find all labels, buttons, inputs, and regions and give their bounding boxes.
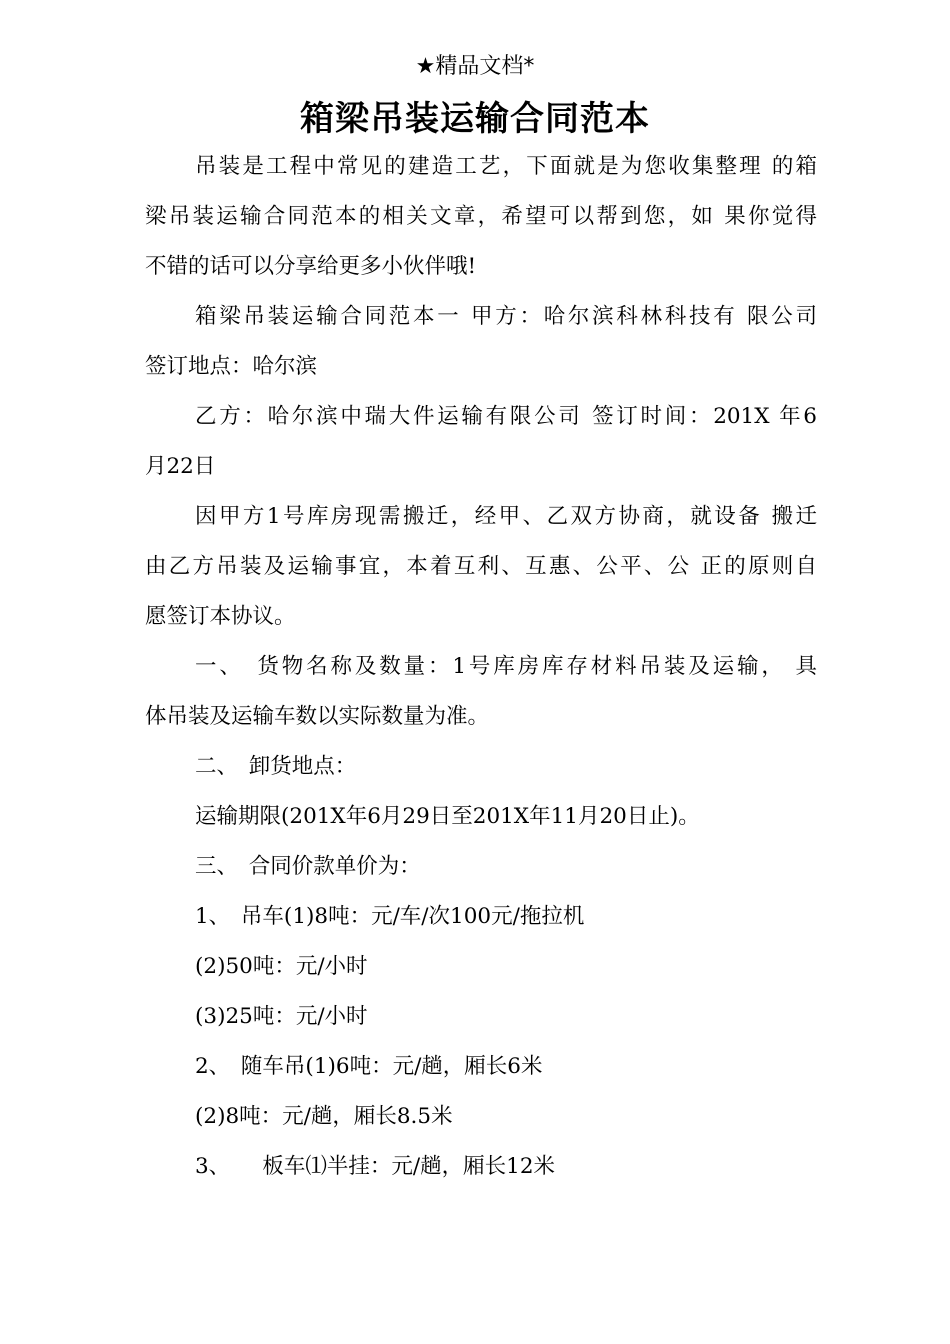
paragraph-line: 因甲方1号库房现需搬迁，经甲、乙双方协商，就设备 搬迁 xyxy=(195,504,817,529)
paragraph-line: 月22日 xyxy=(145,454,216,479)
paragraph-line: 愿签订本协议。 xyxy=(145,604,296,629)
paragraph-line: 运输期限(201X年6月29日至201X年11月20日止)。 xyxy=(195,804,700,829)
paragraph-line: 一、 货物名称及数量：1号库房库存材料吊装及运输， 具 xyxy=(195,654,817,679)
paragraph-line: 由乙方吊装及运输事宜，本着互利、互惠、公平、公 正的原则自 xyxy=(145,554,817,579)
paragraph-line: 吊装是工程中常见的建造工艺，下面就是为您收集整理 的箱 xyxy=(195,154,817,179)
paragraph-line: 2、 随车吊(1)6吨：元/趟，厢长6米 xyxy=(195,1054,543,1079)
header-mark: ★精品文档* xyxy=(415,54,535,79)
document-title: 箱梁吊装运输合同范本 xyxy=(300,99,650,139)
paragraph-line: (3)25吨：元/小时 xyxy=(195,1004,368,1029)
paragraph-line: 箱梁吊装运输合同范本一 甲方：哈尔滨科林科技有 限公司 xyxy=(195,304,817,329)
paragraph-line: 1、 吊车(1)8吨：元/车/次100元/拖拉机 xyxy=(195,904,585,929)
paragraph-line: 二、 卸货地点： xyxy=(195,754,357,779)
paragraph-line: 三、 合同价款单价为： xyxy=(195,854,421,879)
paragraph-line: 体吊装及运输车数以实际数量为准。 xyxy=(145,704,490,729)
paragraph-line: 3、 板车⑴半挂：元/趟，厢长12米 xyxy=(195,1154,556,1179)
paragraph-line: 签订地点：哈尔滨 xyxy=(145,354,318,379)
paragraph-line: 不错的话可以分享给更多小伙伴哦! xyxy=(145,254,477,279)
paragraph-line: (2)8吨：元/趟，厢长8.5米 xyxy=(195,1104,453,1129)
paragraph-line: 梁吊装运输合同范本的相关文章，希望可以帮到您，如 果你觉得 xyxy=(145,204,817,229)
paragraph-line: (2)50吨：元/小时 xyxy=(195,954,368,979)
paragraph-line: 乙方：哈尔滨中瑞大件运输有限公司 签订时间：201X 年6 xyxy=(195,404,817,429)
